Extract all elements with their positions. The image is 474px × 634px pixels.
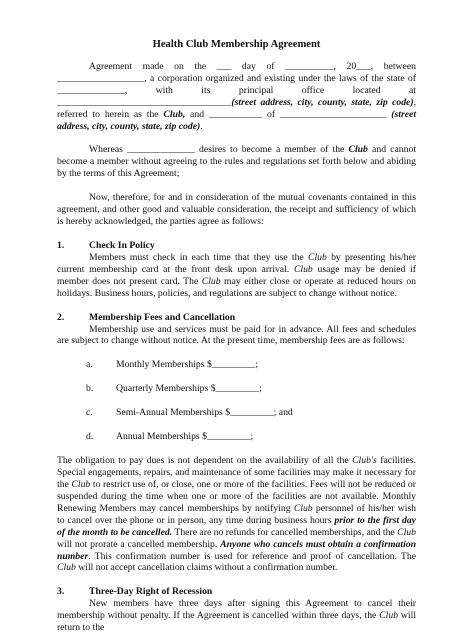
section-2-heading [57, 312, 416, 324]
fee-letter: b. [86, 383, 94, 395]
intro-address-2: (street address, city, county, state, zip code) [57, 108, 417, 132]
fee-list [57, 359, 416, 443]
s1-text-2: by presenting his/her current membership card at the front desk upon arrival. [57, 251, 416, 275]
ob-emphasis-1: prior to the first day of the month to be cancelled. [57, 514, 416, 538]
intro-line-4: , referred to herein as the [57, 96, 417, 120]
intro-line-4-tail: and ___________ of ______________________ [185, 108, 387, 120]
ob-text-7: . This confirmation number is used for reference and proof of cancellation. The [88, 550, 416, 562]
ob-emphasis-2: Anyone who cancels must obtain a confirmation number [57, 538, 416, 562]
therefore-paragraph: Now, therefore, for and in consideration of the mutual covenants contained in this agreement, and other good and valuable consideration, the receipt and sufficiency of which is hereby acknowledged, the parties agree as follows: [57, 192, 416, 227]
ob-text-1: The obligation to pay dues is not dependent on the availability of all the [57, 455, 353, 467]
section-1-heading [57, 240, 416, 252]
fee-text: Semi-Annual Memberships $_________; and [116, 407, 293, 419]
section-1-body [57, 252, 416, 300]
fee-text: Annual Memberships $_________; [116, 431, 254, 443]
fee-letter: d. [86, 431, 94, 443]
ob-text-3: to restrict use of, or close, one or more of the facilities. Fees will not be reduced or suspended during the time when one or more of the facilities are not available. Monthly Renewing Members may cancel memberships by notifying [57, 479, 416, 514]
s3-club: Club [379, 610, 399, 622]
section-3-number: 3. [57, 586, 65, 598]
ob-text-5: There are no refunds for cancelled memberships, and the [172, 526, 398, 538]
intro-line-5-tail: . [200, 120, 203, 132]
intro-paragraph [57, 61, 416, 132]
ob-text-4: personnel of his/her wish to cancel over the phone or in person, any time during business hours [57, 502, 416, 526]
intro-line-3: principal office located at ____________________________________ [57, 84, 416, 108]
fee-text: Monthly Memberships $_________; [116, 359, 259, 371]
ob-club-2: Club [71, 479, 91, 491]
fee-letter: a. [86, 359, 93, 371]
s3-text-1: New members have three days after signing this Agreement to cancel their membership without penalty. If the Agreement is cancelled within three days, the [57, 598, 416, 622]
section-3-heading [57, 586, 416, 598]
intro-address-1: (street address, city, county, [231, 96, 347, 108]
s1-club-1: Club [307, 251, 327, 263]
document-title: Health Club Membership Agreement [152, 39, 321, 50]
ob-club-3: Club [293, 502, 313, 514]
fee-item [57, 407, 416, 419]
ob-text-6: will not prorate a cancelled membership. [57, 538, 221, 550]
section-1-title: Check In Policy [89, 239, 155, 251]
s1-text-4: may either close or operate at reduced hours on holidays. Business hours, policies, and regulations are subject to change without notice. [57, 275, 417, 299]
fee-letter: c. [86, 407, 93, 419]
section-1-number: 1. [57, 239, 65, 251]
s1-text-1: Members must check in each time that they use the [89, 251, 308, 263]
ob-text-2: facilities. Special engagements, repairs, and maintenance of some facilities may make it necessary for the [57, 455, 416, 491]
fee-item [57, 359, 416, 371]
s1-text-3: usage may be denied if member does not present card. The [57, 263, 416, 287]
section-3-title: Three-Day Right of Recession [89, 586, 213, 598]
ob-club-1: Club's [352, 455, 377, 467]
ob-club-5: Club [57, 562, 76, 574]
section-3-body [57, 598, 416, 634]
obligation-paragraph [57, 455, 416, 574]
fee-text: Quarterly Memberships $_________; [116, 383, 262, 395]
whereas-text-b: and cannot become a member without agreeing to the rules and regulations set forth below and abiding by the terms of this Agreement; [57, 144, 417, 180]
section-2-number: 2. [57, 311, 65, 323]
whereas-paragraph [57, 144, 416, 180]
s3-text-2: will return to the [57, 610, 417, 634]
fee-item [57, 431, 416, 443]
fee-item [57, 383, 416, 395]
intro-line-1: Agreement made on the ___ day of __________, 20___, between __________________, [57, 61, 416, 84]
s1-club-2: Club [293, 263, 313, 275]
intro-address-1b: state, zip code) [351, 96, 414, 108]
section-2-body: Membership use and services must be paid for in advance. All fees and schedules are subject to change without notice. At the present time, membership fees are as follows: [57, 323, 416, 347]
ob-text-8: will not accept cancellation claims without a confirmation number. [75, 562, 338, 574]
intro-club: Club, [163, 108, 186, 120]
ob-club-4: Club [397, 526, 416, 538]
whereas-text-a: Whereas ______________ desires to become a member of the [89, 144, 349, 156]
section-2-title: Membership Fees and Cancellation [89, 311, 236, 323]
intro-line-2: a corporation organized and existing under the laws of the state of ______________, with its [57, 72, 417, 96]
s1-club-3: Club [201, 275, 221, 287]
whereas-club: Club [348, 144, 368, 156]
